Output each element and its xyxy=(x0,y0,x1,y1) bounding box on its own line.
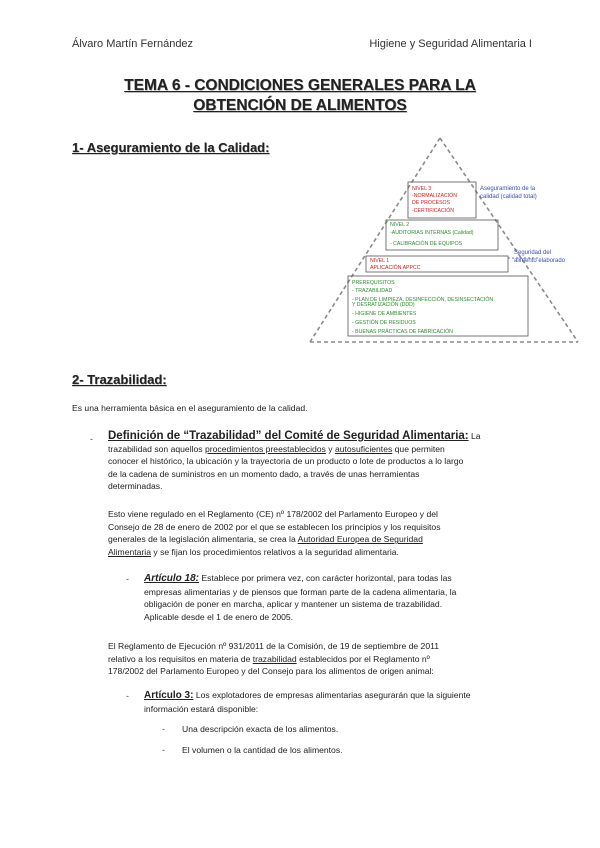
reg1-l1: Esto viene regulado en el Reglamento (CE) nº 178/2002 del Parlamento Europeo y del xyxy=(108,509,438,519)
art3-item-2-bullet: - xyxy=(162,745,165,755)
level-2-line-1: NIVEL 2 xyxy=(390,222,410,228)
art3-l1: Los explotadores de empresas alimentarias asegurarán que la siguiente xyxy=(195,690,471,700)
level-3-line-3: DE PROCESOS xyxy=(412,200,451,206)
art18-title: Artículo 18: xyxy=(144,573,200,584)
art3-item-1: Una descripción exacta de los alimentos. xyxy=(182,724,339,734)
def-title: Definición de “Trazabilidad” del Comité de Seguridad Alimentaria: xyxy=(108,430,469,442)
prereq-line-1: PREREQUISITOS xyxy=(352,280,395,286)
section-2-heading: 2- Trazabilidad: xyxy=(72,372,167,387)
art18-bullet: - xyxy=(126,574,129,584)
level-3-line-4: -CERTIFICACIÓN xyxy=(412,208,454,214)
def-l1-end: La xyxy=(471,431,481,441)
section-1-heading: 1- Aseguramiento de la Calidad: xyxy=(72,140,270,155)
prereq-line-6: - GESTIÓN DE RESIDUOS xyxy=(352,320,416,326)
reg1-l3-a: generales de la legislación alimentaria, se crea la xyxy=(108,534,296,545)
label-mid-line-1: Seguridad del xyxy=(514,250,552,256)
def-l2-b: y xyxy=(328,443,333,454)
trazabilidad-intro: Es una herramienta básica en el aseguramiento de la calidad. xyxy=(72,403,308,413)
def-l2-u1: procedimientos preestablecidos xyxy=(205,443,326,454)
reglamento-931-paragraph xyxy=(108,640,518,678)
def-l2-a: trazabilidad son aquellos xyxy=(108,443,203,454)
reglamento-178-paragraph xyxy=(108,508,518,558)
def-bullet: - xyxy=(90,434,93,444)
reg2-l2-a: relativo a los requisitos en materia de xyxy=(108,653,251,664)
level-2-line-2: -AUDITORIAS INTERNAS (Calidad) xyxy=(390,230,474,236)
reg1-l4-b: y se fijan los procedimientos relativos a la seguridad alimentaria. xyxy=(153,546,399,557)
reg2-l1: El Reglamento de Ejecución nº 931/2011 de la Comisión, de 19 de septiembre de 2011 xyxy=(108,641,440,651)
def-l4: de la cadena de suministros en un momento dado, a través de unas herramientas xyxy=(108,468,420,479)
quality-pyramid-diagram xyxy=(308,134,588,346)
art3-item-1-bullet: - xyxy=(162,724,165,734)
art18-l3: obligación de poner en marcha, aplicar y mantener un sistema de trazabilidad. xyxy=(144,599,443,610)
level-1-line-2: APLICACIÓN APPCC xyxy=(370,265,421,271)
prereq-line-5: - HIGIENE DE AMBIENTES xyxy=(352,311,417,317)
def-l2-u2: autosuficientes xyxy=(334,443,393,454)
prereq-line-7: - BUENAS PRÁCTICAS DE FABRICACIÓN xyxy=(352,329,453,335)
def-l2-c: que permiten xyxy=(394,443,445,454)
art18-l4: Aplicable desde el 1 de enero de 2005. xyxy=(144,611,294,622)
document-title xyxy=(0,76,600,116)
prereq-line-4: Y DESRATIZACIÓN (DDD) xyxy=(352,302,415,308)
definition-block xyxy=(108,430,508,493)
art3-title: Artículo 3: xyxy=(144,690,194,701)
pyramid-outline xyxy=(310,138,578,342)
prereq-line-2: - TRAZABILIDAD xyxy=(352,288,393,294)
def-l3: conocer el histórico, la ubicación y la trayectoria de un producto o lote de productos a lo largo xyxy=(108,456,464,467)
level-3-line-2: -NORMALIZACIÓN xyxy=(412,193,457,199)
reg1-l2: Consejo de 28 de enero de 2002 por el que se establecen los principios y los requisitos xyxy=(108,521,441,532)
art18-l1: Establece por primera vez, con carácter horizontal, para todas las xyxy=(201,573,452,583)
art18-l2: empresas alimentarias y de piensos que forman parte de la cadena alimentaria, la xyxy=(144,586,457,597)
level-2-line-3: - CALIBRACIÓN DE EQUIPOS xyxy=(390,241,463,247)
reg2-l2-u: trazabilidad xyxy=(252,653,297,664)
label-top-line-1: Aseguramiento de la xyxy=(480,186,536,192)
articulo-18-block xyxy=(144,572,524,623)
header-author: Álvaro Martín Fernández xyxy=(72,38,194,50)
articulo-3-block xyxy=(144,689,524,715)
label-mid-line-2: alimento elaborado xyxy=(514,258,566,264)
reg1-l4-u: Alimentaria xyxy=(108,546,151,557)
level-1-line-1: NIVEL 1 xyxy=(370,258,390,264)
title-line-2: OBTENCIÓN DE ALIMENTOS xyxy=(193,97,407,114)
label-top-line-2: calidad (calidad total) xyxy=(480,194,537,200)
art3-bullet: - xyxy=(126,691,129,701)
prereq-line-3: - PLAN DE LIMPIEZA, DESINFECCIÓN, DESINSECTACIÓN xyxy=(352,297,494,303)
reg1-l3-u: Autoridad Europea de Seguridad xyxy=(297,534,423,545)
reg2-l3: 178/2002 del Parlamento Europeo y del Consejo para los alimentos de origen animal: xyxy=(108,666,434,677)
def-l5: determinadas. xyxy=(108,481,163,492)
header-course: Higiene y Seguridad Alimentaria I xyxy=(369,38,532,50)
reg2-l2-b: establecidos por el Reglamento nº xyxy=(299,653,430,664)
art3-l2: información estará disponible: xyxy=(144,703,259,714)
art3-item-2: El volumen o la cantidad de los alimentos. xyxy=(182,745,343,755)
title-line-1: TEMA 6 - CONDICIONES GENERALES PARA LA xyxy=(124,77,476,94)
level-3-line-1: NIVEL 3 xyxy=(412,186,432,192)
